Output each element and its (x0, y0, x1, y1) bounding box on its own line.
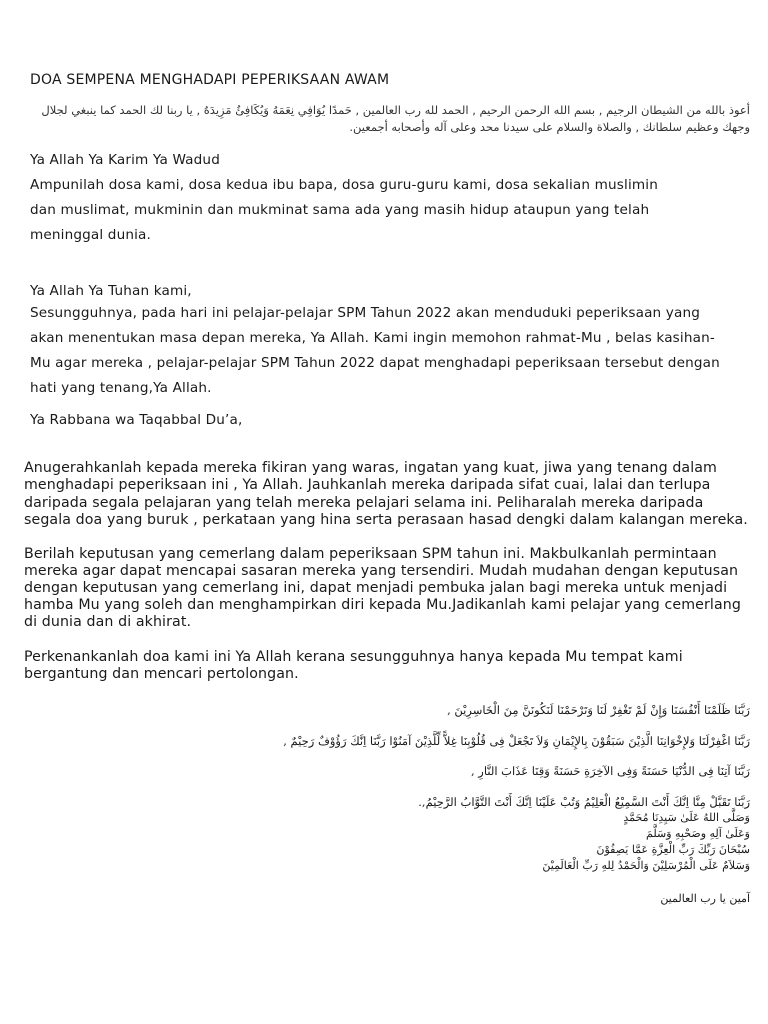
arabic-opening-prayer (28, 102, 750, 136)
arabic-verse: رَبَّنَا آتِنَا فِى الدُّنْيَا حَسَنَةً وَفِى الآخِرَةِ حَسَنَةً وَقِنَا عَذَابَ النَّارِ , (470, 764, 750, 778)
paragraph-line: Sesungguhnya, pada hari ini pelajar-pelajar SPM Tahun 2022 akan menduduki peperiksaan yang (30, 305, 701, 321)
arabic-verse: وَعَلَىٰ آلِهِ وصَحْبِهِ وَسَلَّمَ (646, 827, 750, 840)
paragraph-line: meninggal dunia. (30, 227, 151, 243)
paragraph-line: bergantung dan mencari pertolongan. (24, 666, 299, 682)
paragraph-line: segala doa yang buruk , perkataan yang hina serta perasaan hasad dengki dalam kalangan mereka. (24, 512, 748, 528)
paragraph-line: menghadapi peperiksaan ini , Ya Allah. Jauhkanlah mereka daripada sifat cuai, lalai dan terlupa (24, 477, 711, 493)
arabic-verse: رَبَّنَا اغْفِرْلَنَا وَلإِخْوَانِنَا الَّذِيْنَ سَبَقُوْنَ بِالإِيْمَانِ وَلاَ تَجْعَلْ فِى قُلُوْبِنَا غِلاًّ لِّلَّذِيْنَ آمَنُوْا رَبَّنَا اِنَّكَ رَؤُوْفٌ رَحِيْمٌ , (283, 734, 750, 748)
arabic-verse: رَبَّنَا تَقَبَّلْ مِنَّا اِنَّكَ أَنْتَ السَّمِيْعُ الْعَلِيْمُ وَتُبْ عَلَيْنَا اِنَّكَ أَنْتَ التَّوَّابُ الرَّحِيْمُ,. (418, 795, 750, 809)
paragraph-line: dan muslimat, mukminin dan mukminat sama ada yang masih hidup ataupun yang telah (30, 202, 650, 218)
arabic-verse: وَسَلاَمٌ عَلَى الْمُرْسَلِيْنَ وَالْحَمْدُ لِلهِ رَبِّ الْعَالَمِيْنَ (542, 859, 750, 872)
paragraph-line: akan menentukan masa depan mereka, Ya Allah. Kami ingin memohon rahmat-Mu , belas kasihan- (30, 330, 715, 346)
paragraph-line: hati yang tenang,Ya Allah. (30, 380, 212, 396)
section-heading: Ya Allah Ya Tuhan kami, (30, 283, 192, 299)
paragraph-line: Anugerahkanlah kepada mereka fikiran yang waras, ingatan yang kuat, jiwa yang tenang dalam (24, 460, 717, 476)
arabic-verse: سُبْحَانَ رَبِّكَ رَبِّ الْعِزَّةِ عَمَّا يَصِفُوْنَ (596, 843, 750, 856)
amin-line: آمين يا رب العالمين (660, 892, 750, 905)
arabic-verse: وَصَلَّى اللهُ عَلَىٰ سَيِدِنَا مُحَمَّدٍ (623, 811, 750, 824)
paragraph-line: hamba Mu yang soleh dan menghampirkan diri kepada Mu.Jadikanlah kami pelajar yang cemerlang (24, 597, 741, 613)
closing-line: Ya Rabbana wa Taqabbal Du’a, (30, 412, 243, 428)
paragraph-line: dengan keputusan yang cemerlang ini, dapat menjadi pembuka jalan bagi mereka untuk menjadi (24, 580, 728, 596)
arabic-verse: رَبَّنَا ظَلَمْنَا أَنْفُسَنَا وَإِنْ لَمْ تَغْفِرْ لَنَا وَتَرْحَمْنَا لَنَكُونَنَّ مِنَ الْخَاسِرِيْنَ , (447, 703, 750, 717)
arabic-opening-line: وجهك وعظيم سلطانك , والصلاة والسلام على سيدنا محد وعلى آله وأصحابه أجمعين. (349, 120, 750, 134)
paragraph-line: Mu agar mereka , pelajar-pelajar SPM Tahun 2022 dapat menghadapi peperiksaan tersebut dengan (30, 355, 720, 371)
paragraph-line: daripada segala pelajaran yang telah mereka pelajari selama ini. Peliharalah mereka daripada (24, 495, 704, 511)
paragraph-line: di dunia dan di akhirat. (24, 614, 192, 630)
paragraph-line: Ampunilah dosa kami, dosa kedua ibu bapa, dosa guru-guru kami, dosa sekalian muslimin (30, 177, 658, 193)
section-heading: Ya Allah Ya Karim Ya Wadud (30, 152, 220, 168)
paragraph-line: Perkenankanlah doa kami ini Ya Allah kerana sesungguhnya hanya kepada Mu tempat kami (24, 649, 683, 665)
paragraph-line: Berilah keputusan yang cemerlang dalam peperiksaan SPM tahun ini. Makbulkanlah permintaan (24, 546, 717, 562)
paragraph-line: mereka agar dapat mencapai sasaran mereka yang tersendiri. Mudah mudahan dengan keputusan (24, 563, 739, 579)
arabic-opening-line: أعوذ بالله من الشيطان الرجيم , بسم الله الرحمن الرحيم , الحمد لله رب العالمين , حَمدًا يُوَافِي نِعَمَهُ وَيُكَافِئُ مَزِيدَهُ , يا ربنا لك الحمد كما ينبغي لجلال (41, 103, 750, 117)
document-title: DOA SEMPENA MENGHADAPI PEPERIKSAAN AWAM (30, 72, 390, 88)
